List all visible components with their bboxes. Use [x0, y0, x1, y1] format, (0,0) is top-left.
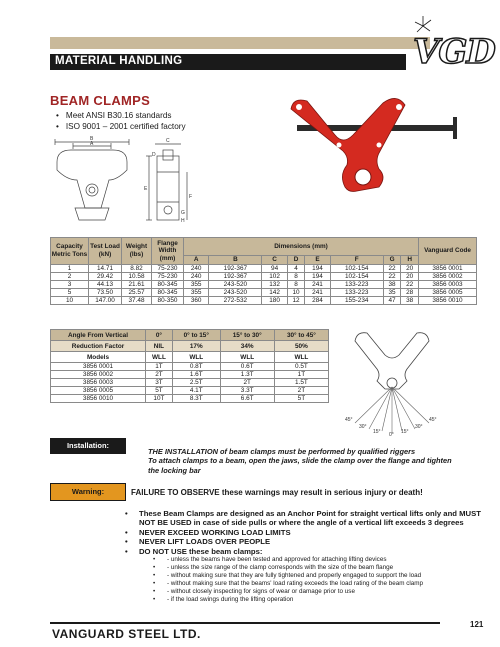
- load-cell: 3856 0005: [51, 387, 146, 395]
- warning-sub-item: • - without making sure that they are fully tightened and properly engaged to support the load: [153, 572, 490, 580]
- angle-label: 15°: [401, 429, 409, 435]
- spec-cell: 22: [383, 264, 401, 272]
- reduction-value: 17%: [172, 341, 220, 352]
- load-cell: 1.5T: [274, 379, 328, 387]
- spec-cell: 3856 0001: [419, 264, 477, 272]
- col-test-load: Test Load (kN): [89, 238, 122, 265]
- spec-cell: 73.50: [89, 288, 122, 296]
- spec-cell: 22: [383, 272, 401, 280]
- feature-bullets: [56, 110, 186, 132]
- angle-col-3: 30° to 45°: [274, 330, 328, 341]
- spec-cell: 133-223: [330, 280, 383, 288]
- installation-line: THE INSTALLATION of beam clamps must be performed by qualified riggers: [148, 447, 416, 456]
- spec-cell: 147.00: [89, 296, 122, 304]
- angle-label: 30°: [415, 424, 423, 430]
- spec-row: [51, 288, 477, 296]
- reduction-label: Reduction Factor: [51, 341, 146, 352]
- spec-cell: 243-520: [209, 280, 262, 288]
- beam-clamp-photo: [283, 95, 463, 195]
- spec-cell: 20: [401, 272, 419, 280]
- reduction-value: NIL: [146, 341, 173, 352]
- load-cell: 4.1T: [172, 387, 220, 395]
- spec-cell: 8.82: [122, 264, 152, 272]
- col-weight: Weight (lbs): [122, 238, 152, 265]
- load-reduction-table: [50, 329, 329, 403]
- wll-label: WLL: [220, 352, 274, 363]
- angle-header: Angle From Vertical: [51, 330, 146, 341]
- spec-cell: 180: [262, 296, 287, 304]
- spec-cell: 132: [262, 280, 287, 288]
- spec-cell: 194: [305, 272, 330, 280]
- warning-sub-list: [139, 556, 490, 603]
- load-cell: 1T: [274, 371, 328, 379]
- dim-col-e: E: [305, 256, 330, 265]
- warning-headline: FAILURE TO OBSERVE these warnings may result in serious injury or death!: [131, 488, 423, 497]
- spec-cell: 22: [401, 280, 419, 288]
- spec-row: [51, 264, 477, 272]
- load-cell: 3856 0010: [51, 395, 146, 403]
- load-cell: 2T: [146, 371, 173, 379]
- spec-cell: 2: [51, 272, 89, 280]
- col-dimensions: Dimensions (mm): [184, 238, 419, 256]
- wll-label: WLL: [146, 352, 173, 363]
- spec-cell: 38: [383, 280, 401, 288]
- models-label: Models: [51, 352, 146, 363]
- spec-cell: 194: [305, 264, 330, 272]
- spec-cell: 5: [51, 288, 89, 296]
- warning-label: Warning:: [50, 483, 126, 501]
- spec-cell: 3856 0010: [419, 296, 477, 304]
- load-cell: 3856 0001: [51, 363, 146, 371]
- load-row: [51, 395, 329, 403]
- angle-label: 45°: [345, 417, 353, 423]
- page-number: 121: [470, 620, 484, 629]
- load-cell: 2T: [274, 387, 328, 395]
- section-title: BEAM CLAMPS: [50, 93, 151, 108]
- warning-sub-item: • - unless the size range of the clamp corresponds with the size of the beam flange: [153, 564, 490, 572]
- spec-cell: 44.13: [89, 280, 122, 288]
- spec-cell: 3856 0002: [419, 272, 477, 280]
- warning-sub-item: • - unless the beams have been tested and approved for attaching lifting devices: [153, 556, 490, 564]
- spec-cell: 142: [262, 288, 287, 296]
- spec-cell: 94: [262, 264, 287, 272]
- load-cell: 5T: [146, 387, 173, 395]
- load-cell: 1.3T: [220, 371, 274, 379]
- load-cell: 0.6T: [220, 363, 274, 371]
- spec-cell: 14.71: [89, 264, 122, 272]
- dim-col-c: C: [262, 256, 287, 265]
- dim-col-b: B: [209, 256, 262, 265]
- dim-label-c: C: [166, 138, 170, 144]
- wll-label: WLL: [274, 352, 328, 363]
- spec-cell: 25.57: [122, 288, 152, 296]
- spec-cell: 28: [401, 288, 419, 296]
- col-capacity: Capacity Metric Tons: [51, 238, 89, 265]
- load-cell: 3856 0002: [51, 371, 146, 379]
- dimension-drawing: [45, 136, 220, 230]
- spec-cell: 21.61: [122, 280, 152, 288]
- spec-row: [51, 280, 477, 288]
- load-row: [51, 363, 329, 371]
- reduction-value: 50%: [274, 341, 328, 352]
- spec-cell: 8: [287, 272, 305, 280]
- dim-label-a: A: [90, 141, 94, 147]
- load-row: [51, 387, 329, 395]
- col-code: Vanguard Code: [419, 238, 477, 265]
- spec-cell: 4: [287, 264, 305, 272]
- load-cell: 3T: [146, 379, 173, 387]
- spec-cell: 1: [51, 264, 89, 272]
- spec-cell: 102-154: [330, 264, 383, 272]
- angle-col-1: 0° to 15°: [172, 330, 220, 341]
- warning-item: • These Beam Clamps are designed as an Anchor Point for straight vertical lifts only and MUST NOT BE USED in case of side pulls or where the angle of a vertical lift exceeds 3 degrees: [125, 509, 490, 528]
- spec-cell: 355: [184, 280, 209, 288]
- spec-cell: 241: [305, 288, 330, 296]
- spec-row: [51, 272, 477, 280]
- spec-cell: 355: [184, 288, 209, 296]
- reduction-value: 34%: [220, 341, 274, 352]
- angle-label: 30°: [359, 424, 367, 430]
- spec-cell: 3: [51, 280, 89, 288]
- load-cell: 5T: [274, 395, 328, 403]
- spec-cell: 272-532: [209, 296, 262, 304]
- dim-col-h: H: [401, 256, 419, 265]
- spec-cell: 10: [287, 288, 305, 296]
- spec-table: [50, 237, 477, 305]
- load-row: [51, 379, 329, 387]
- load-cell: 3.3T: [220, 387, 274, 395]
- warning-sub-item: • - without closely inspecting for signs of wear or damage prior to use: [153, 588, 490, 596]
- installation-text: [148, 447, 483, 475]
- spec-cell: 10: [51, 296, 89, 304]
- spec-cell: 80-345: [152, 288, 184, 296]
- dim-label-d: D: [152, 152, 156, 158]
- warning-item: • NEVER EXCEED WORKING LOAD LIMITS: [125, 528, 490, 537]
- header-title: MATERIAL HANDLING: [55, 55, 183, 67]
- load-cell: 0.8T: [172, 363, 220, 371]
- footer-divider: [50, 622, 440, 624]
- load-cell: 1.6T: [172, 371, 220, 379]
- spec-cell: 155-234: [330, 296, 383, 304]
- spec-cell: 192-367: [209, 272, 262, 280]
- spec-cell: 240: [184, 264, 209, 272]
- spec-cell: 75-230: [152, 272, 184, 280]
- bullet-item: • ISO 9001 – 2001 certified factory: [56, 121, 186, 132]
- load-cell: 2.5T: [172, 379, 220, 387]
- spec-cell: 240: [184, 272, 209, 280]
- spec-cell: 360: [184, 296, 209, 304]
- load-row: [51, 371, 329, 379]
- warning-item-text: DO NOT USE these beam clamps:: [139, 546, 263, 556]
- top-decorative-band: [50, 37, 430, 49]
- dim-col-d: D: [287, 256, 305, 265]
- dim-label-h: H: [181, 218, 185, 224]
- load-cell: 8.3T: [172, 395, 220, 403]
- lift-angle-diagram: [345, 325, 440, 437]
- spec-cell: 10.58: [122, 272, 152, 280]
- spec-cell: 102-154: [330, 272, 383, 280]
- dim-label-f: F: [189, 194, 193, 200]
- wll-label: WLL: [172, 352, 220, 363]
- warning-list: [125, 509, 490, 603]
- dim-label-g: G: [181, 210, 185, 216]
- spec-cell: 37.48: [122, 296, 152, 304]
- spec-cell: 241: [305, 280, 330, 288]
- spec-cell: 243-520: [209, 288, 262, 296]
- spec-cell: 47: [383, 296, 401, 304]
- spec-cell: 35: [383, 288, 401, 296]
- warning-sub-item: • - if the load swings during the lifting operation: [153, 596, 490, 604]
- footer-company: VANGUARD STEEL LTD.: [52, 627, 201, 641]
- installation-label: Installation:: [50, 438, 126, 454]
- load-cell: 6.6T: [220, 395, 274, 403]
- dim-col-a: A: [184, 256, 209, 265]
- spec-cell: 80-350: [152, 296, 184, 304]
- installation-line: the locking bar: [148, 465, 201, 475]
- angle-col-0: 0°: [146, 330, 173, 341]
- load-table-body: [51, 341, 329, 403]
- spec-table-body: [51, 264, 477, 304]
- load-cell: 1T: [146, 363, 173, 371]
- dim-label-b: B: [90, 136, 94, 142]
- load-cell: 0.5T: [274, 363, 328, 371]
- warning-sub-item: • - without making sure that the beams' load rating exceeds the load rating of the beam clamp: [153, 580, 490, 588]
- spec-cell: 284: [305, 296, 330, 304]
- spec-row: [51, 296, 477, 304]
- dim-col-g: G: [383, 256, 401, 265]
- angle-label: 45°: [429, 417, 437, 423]
- spec-cell: 192-367: [209, 264, 262, 272]
- spec-cell: 133-223: [330, 288, 383, 296]
- spec-cell: 3856 0005: [419, 288, 477, 296]
- spec-cell: 3856 0003: [419, 280, 477, 288]
- installation-line: To attach clamps to a beam, open the jaws, slide the clamp over the flange and tighten: [148, 456, 452, 466]
- spec-cell: 102: [262, 272, 287, 280]
- load-cell: 10T: [146, 395, 173, 403]
- dim-col-f: F: [330, 256, 383, 265]
- load-cell: 2T: [220, 379, 274, 387]
- logo-text: VGD: [413, 32, 495, 72]
- spec-cell: 12: [287, 296, 305, 304]
- dim-label-e: E: [144, 186, 148, 192]
- angle-label: 0°: [389, 432, 394, 437]
- col-flange: Flange Width (mm): [152, 238, 184, 265]
- angle-col-2: 15° to 30°: [220, 330, 274, 341]
- spec-cell: 8: [287, 280, 305, 288]
- bullet-item: • Meet ANSI B30.16 standards: [56, 110, 186, 121]
- spec-cell: 38: [401, 296, 419, 304]
- spec-cell: 80-345: [152, 280, 184, 288]
- spec-cell: 20: [401, 264, 419, 272]
- load-cell: 3856 0003: [51, 379, 146, 387]
- spec-cell: 29.42: [89, 272, 122, 280]
- angle-label: 15°: [373, 429, 381, 435]
- warning-item: [125, 547, 490, 604]
- spec-cell: 75-230: [152, 264, 184, 272]
- warning-item: • NEVER LIFT LOADS OVER PEOPLE: [125, 537, 490, 546]
- vgd-logo: [413, 14, 493, 74]
